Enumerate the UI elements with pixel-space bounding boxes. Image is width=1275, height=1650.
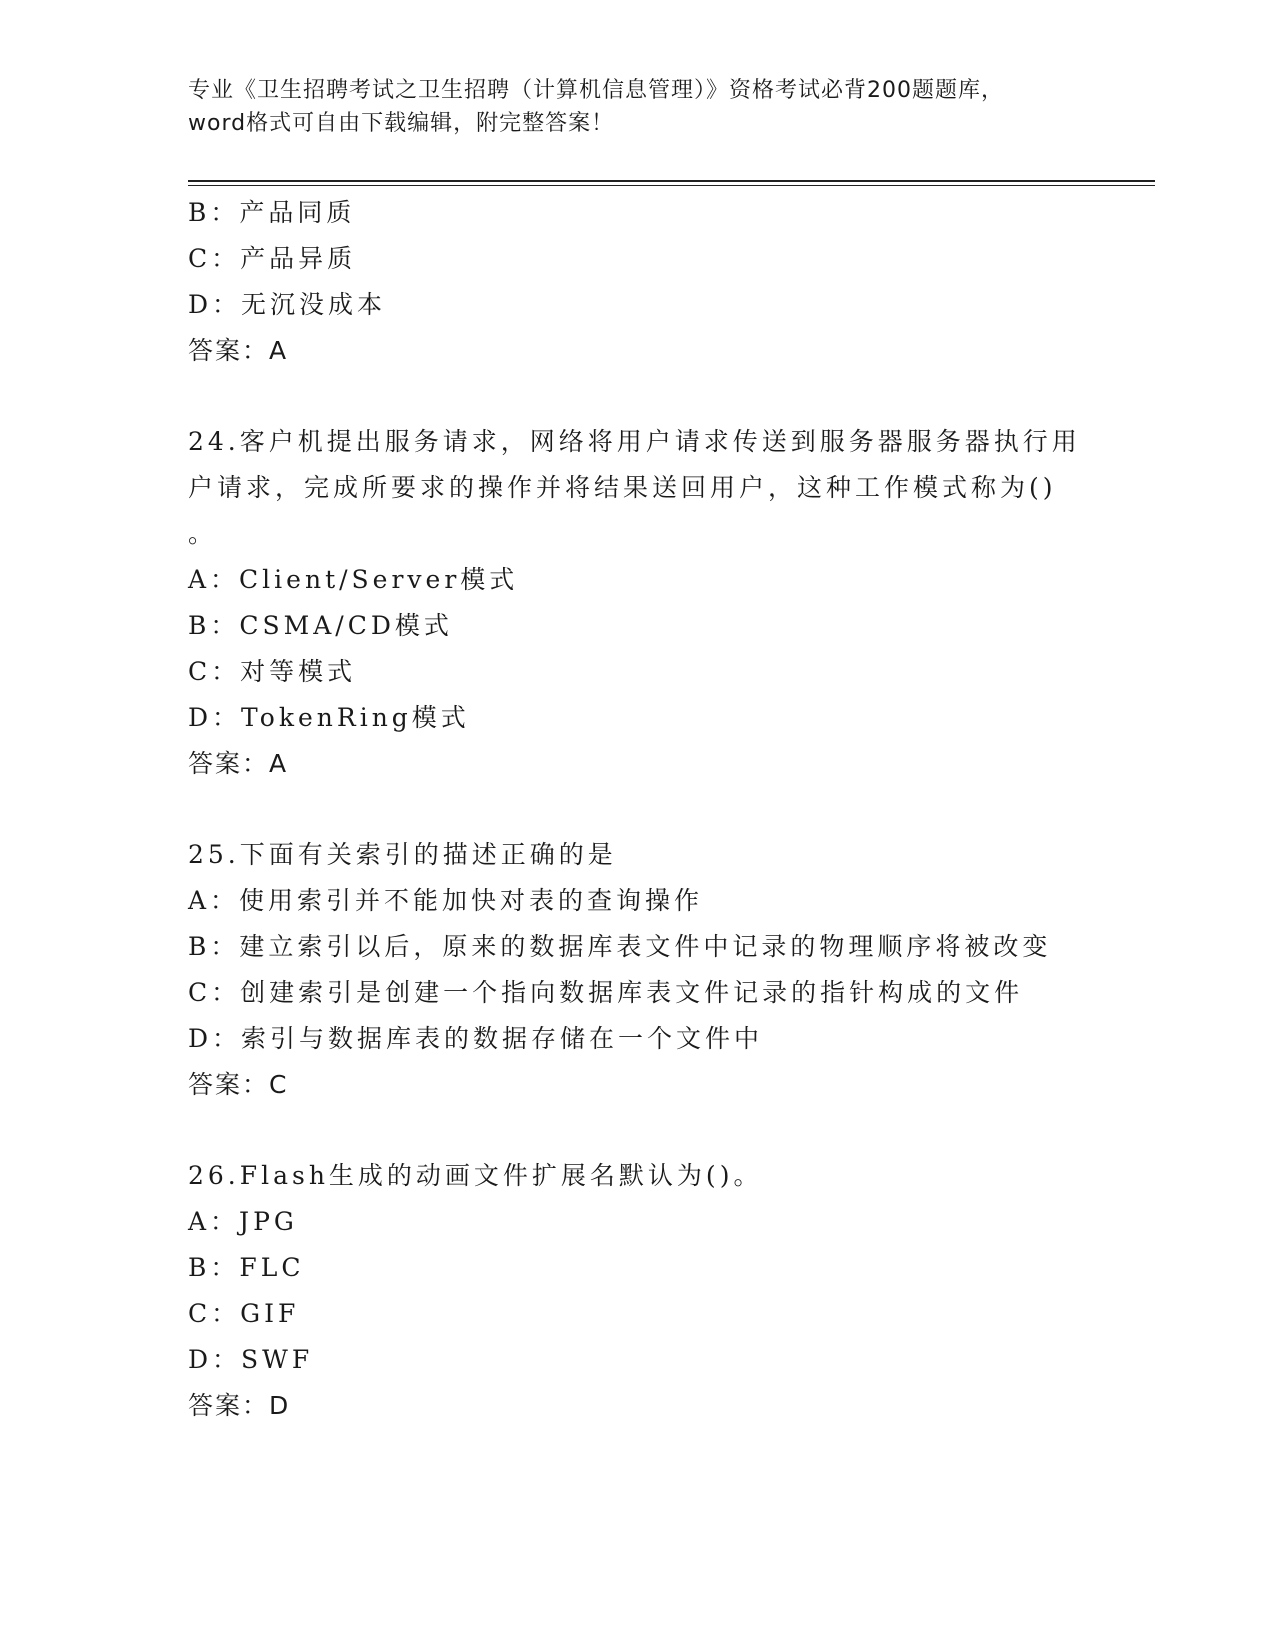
question-content xyxy=(188,190,1108,1429)
header-line-1: 专业《卫生招聘考试之卫生招聘（计算机信息管理）》资格考试必背200题题库， xyxy=(188,78,1004,103)
q24-option-d: D：TokenRing模式 xyxy=(188,703,470,732)
spacer xyxy=(188,1108,1108,1153)
question-25-block xyxy=(188,832,1108,1108)
q25-option-a: A：使用索引并不能加快对表的查询操作 xyxy=(188,886,704,915)
document-header xyxy=(188,74,1088,140)
q24-question-line-3: 。 xyxy=(188,519,218,548)
q26-option-a: A：JPG xyxy=(188,1207,298,1236)
q24-option-b: B：CSMA/CD模式 xyxy=(188,611,453,640)
q25-option-b: B：建立索引以后，原来的数据库表文件中记录的物理顺序将被改变 xyxy=(188,932,1052,961)
q24-answer: 答案：A xyxy=(188,749,289,778)
q24-option-c: C：对等模式 xyxy=(188,657,357,686)
q26-option-b: B：FLC xyxy=(188,1253,305,1282)
q24-option-a: A：Client/Server模式 xyxy=(188,565,519,594)
q25-answer: 答案：C xyxy=(188,1070,289,1099)
q23-option-b: B：产品同质 xyxy=(188,198,356,227)
header-rule-thick xyxy=(188,180,1155,182)
q23-option-d: D：无沉没成本 xyxy=(188,290,387,319)
header-line-2: word格式可自由下载编辑，附完整答案！ xyxy=(188,111,615,136)
q23-option-c: C：产品异质 xyxy=(188,244,357,273)
q25-option-c: C：创建索引是创建一个指向数据库表文件记录的指针构成的文件 xyxy=(188,978,1024,1007)
question-23-block xyxy=(188,190,1108,374)
q26-option-d: D：SWF xyxy=(188,1345,314,1374)
spacer xyxy=(188,374,1108,419)
spacer xyxy=(188,787,1108,832)
q25-option-d: D：索引与数据库表的数据存储在一个文件中 xyxy=(188,1024,764,1053)
q23-answer: 答案：A xyxy=(188,336,289,365)
header-rule-thin xyxy=(188,185,1155,186)
q24-question-line-1: 24.客户机提出服务请求，网络将用户请求传送到服务器服务器执行用 xyxy=(188,427,1081,456)
q25-question: 25.下面有关索引的描述正确的是 xyxy=(188,840,617,869)
q26-option-c: C：GIF xyxy=(188,1299,300,1328)
q24-question-line-2: 户请求，完成所要求的操作并将结果送回用户，这种工作模式称为() xyxy=(188,473,1057,502)
q26-question: 26.Flash生成的动画文件扩展名默认为()。 xyxy=(188,1161,763,1190)
question-24-block xyxy=(188,419,1108,787)
q26-answer: 答案：D xyxy=(188,1391,291,1420)
question-26-block xyxy=(188,1153,1108,1429)
